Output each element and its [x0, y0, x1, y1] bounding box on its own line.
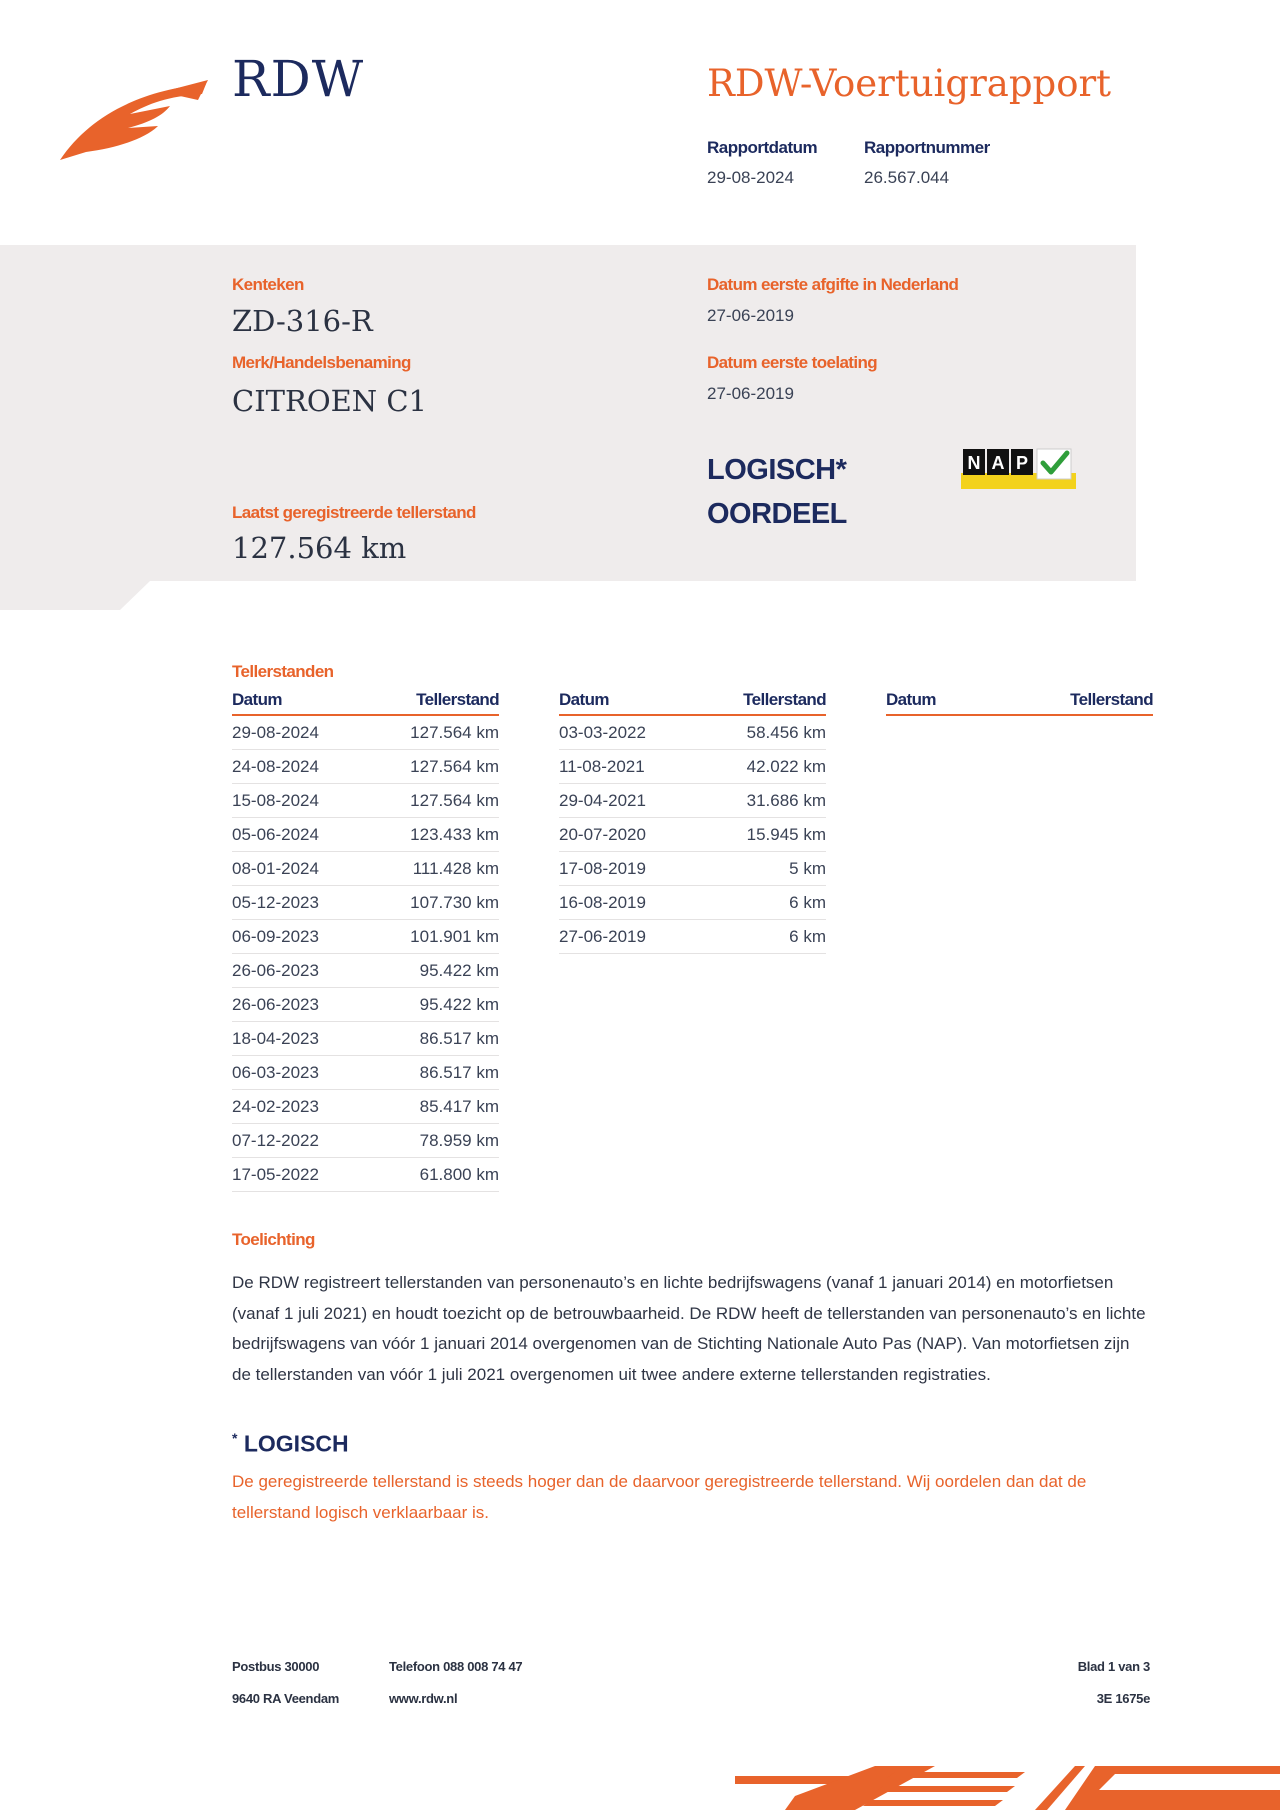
table-row	[232, 1022, 499, 1056]
row-reading: 86.517 km	[419, 1063, 499, 1082]
row-date: 07-12-2022	[232, 1131, 319, 1150]
row-date: 05-06-2024	[232, 825, 319, 844]
nap-letter-a: A	[991, 453, 1005, 473]
row-reading: 78.959 km	[419, 1131, 499, 1150]
col-date-header: Datum	[559, 690, 609, 709]
explanation-title: Toelichting	[232, 1230, 315, 1249]
row-date: 27-06-2019	[559, 927, 646, 946]
row-reading: 58.456 km	[746, 723, 826, 742]
table-header	[886, 690, 1153, 716]
col-reading-header: Tellerstand	[416, 690, 499, 709]
col-date-header: Datum	[232, 690, 282, 709]
table-row	[232, 1056, 499, 1090]
report-number: 26.567.044	[864, 168, 950, 187]
footer-web-link[interactable]: www.rdw.nl	[389, 1691, 458, 1706]
explanation-text: De RDW registreert tellerstanden van personenauto’s en lichte bedrijfswagens (vanaf 1 januari 2014) en motorfietsen (vanaf 1 juli 2021) en houdt toezicht op de betrouwbaarheid. De RDW heeft de tellerstanden van personenauto’s en lichte bedrijfswagens van vóór 1 januari 2014 overgenomen van de Stichting Nationale Auto Pas (NAP). Van motorfietsen zijn de tellerstanden van vóór 1 juli 2021 overgenomen uit twee andere externe tellerstanden registraties.	[232, 1273, 1146, 1384]
row-date: 26-06-2023	[232, 995, 319, 1014]
row-reading: 107.730 km	[410, 893, 499, 912]
table-row	[559, 818, 826, 852]
footer-postbus: Postbus 30000	[232, 1659, 320, 1674]
table-row	[559, 852, 826, 886]
row-reading: 127.564 km	[410, 757, 499, 776]
summary-panel	[0, 245, 1136, 610]
nap-letter-p: P	[1015, 453, 1029, 473]
plate-value: ZD-316-R	[232, 304, 373, 338]
col-reading-header: Tellerstand	[1070, 690, 1153, 709]
table-row	[232, 716, 499, 750]
verdict-line-2: OORDEEL	[707, 498, 847, 530]
table-row	[232, 920, 499, 954]
logisch-text: De geregistreerde tellerstand is steeds hoger dan de daarvoor geregistreerde tellerstand. Wij oordelen dan dat de tellerstand logisch verklaarbaar is.	[232, 1472, 1087, 1522]
verdict	[707, 448, 847, 536]
row-reading: 42.022 km	[746, 757, 826, 776]
row-date: 17-05-2022	[232, 1165, 319, 1184]
footer-city: 9640 RA Veendam	[232, 1691, 340, 1706]
table-row	[232, 750, 499, 784]
odometer-table-1	[232, 690, 499, 1192]
col-reading-header: Tellerstand	[743, 690, 826, 709]
table-row	[232, 1090, 499, 1124]
row-reading: 127.564 km	[410, 723, 499, 742]
row-date: 24-02-2023	[232, 1097, 319, 1116]
row-reading: 127.564 km	[410, 791, 499, 810]
row-date: 29-04-2021	[559, 791, 646, 810]
table-row	[232, 988, 499, 1022]
table-row	[232, 818, 499, 852]
last-odometer-label: Laatst geregistreerde tellerstand	[232, 503, 476, 522]
table-row	[559, 920, 826, 954]
row-date: 06-03-2023	[232, 1063, 319, 1082]
logisch-asterisk: *	[232, 1430, 238, 1446]
table-row	[232, 1124, 499, 1158]
footer-code: 3E 1675e	[1096, 1691, 1150, 1706]
row-reading: 95.422 km	[419, 961, 499, 980]
row-reading: 123.433 km	[410, 825, 499, 844]
nap-letter-n: N	[967, 453, 981, 473]
report-date-label: Rapportdatum	[707, 138, 818, 157]
rdw-logo-icon	[58, 78, 213, 168]
row-date: 03-03-2022	[559, 723, 646, 742]
row-reading: 86.517 km	[419, 1029, 499, 1048]
row-date: 17-08-2019	[559, 859, 646, 878]
verdict-line-1: LOGISCH*	[707, 454, 847, 486]
row-reading: 31.686 km	[746, 791, 826, 810]
table-row	[232, 852, 499, 886]
row-reading: 5 km	[789, 859, 826, 878]
logisch-heading	[232, 1430, 349, 1458]
odometer-table-2	[559, 690, 826, 954]
row-date: 20-07-2020	[559, 825, 646, 844]
row-date: 24-08-2024	[232, 757, 319, 776]
make-value: CITROEN C1	[232, 384, 427, 418]
row-reading: 15.945 km	[746, 825, 826, 844]
table-header	[559, 690, 826, 716]
table-row	[559, 750, 826, 784]
table-row	[232, 784, 499, 818]
table-row	[559, 886, 826, 920]
report-date: 29-08-2024	[707, 168, 794, 187]
row-date: 11-08-2021	[559, 757, 645, 776]
footer-stripes-icon	[735, 1762, 1280, 1810]
first-admission-label: Datum eerste toelating	[707, 353, 878, 372]
report-title: RDW-Voertuigrapport	[707, 62, 1112, 105]
row-date: 08-01-2024	[232, 859, 319, 878]
table-header	[232, 690, 499, 716]
footer-phone: Telefoon 088 008 74 47	[389, 1659, 523, 1674]
row-reading: 95.422 km	[419, 995, 499, 1014]
row-reading: 85.417 km	[419, 1097, 499, 1116]
row-reading: 101.901 km	[410, 927, 499, 946]
table-row	[232, 886, 499, 920]
make-label: Merk/Handelsbenaming	[232, 353, 411, 372]
nap-badge-icon	[961, 447, 1076, 489]
row-date: 16-08-2019	[559, 893, 646, 912]
row-date: 05-12-2023	[232, 893, 319, 912]
row-reading: 61.800 km	[419, 1165, 499, 1184]
first-nl-label: Datum eerste afgifte in Nederland	[707, 275, 959, 294]
row-date: 29-08-2024	[232, 723, 319, 742]
plate-label: Kenteken	[232, 275, 304, 294]
odometer-section-title: Tellerstanden	[232, 662, 334, 681]
row-reading: 111.428 km	[412, 859, 499, 878]
row-date: 06-09-2023	[232, 927, 319, 946]
first-nl-value: 27-06-2019	[707, 306, 794, 325]
table-row	[232, 1158, 499, 1192]
row-reading: 6 km	[789, 893, 826, 912]
report-number-label: Rapportnummer	[864, 138, 990, 157]
brand-name: RDW	[232, 50, 365, 108]
row-date: 15-08-2024	[232, 791, 319, 810]
row-reading: 6 km	[789, 927, 826, 946]
first-admission-value: 27-06-2019	[707, 384, 794, 403]
row-date: 18-04-2023	[232, 1029, 319, 1048]
last-odometer-value: 127.564 km	[232, 531, 407, 565]
table-row	[559, 716, 826, 750]
footer-page-number: Blad 1 van 3	[1077, 1659, 1150, 1674]
col-date-header: Datum	[886, 690, 936, 709]
table-row	[232, 954, 499, 988]
table-row	[559, 784, 826, 818]
logisch-title: LOGISCH	[243, 1430, 349, 1457]
row-date: 26-06-2023	[232, 961, 319, 980]
odometer-table-3	[886, 690, 1153, 716]
